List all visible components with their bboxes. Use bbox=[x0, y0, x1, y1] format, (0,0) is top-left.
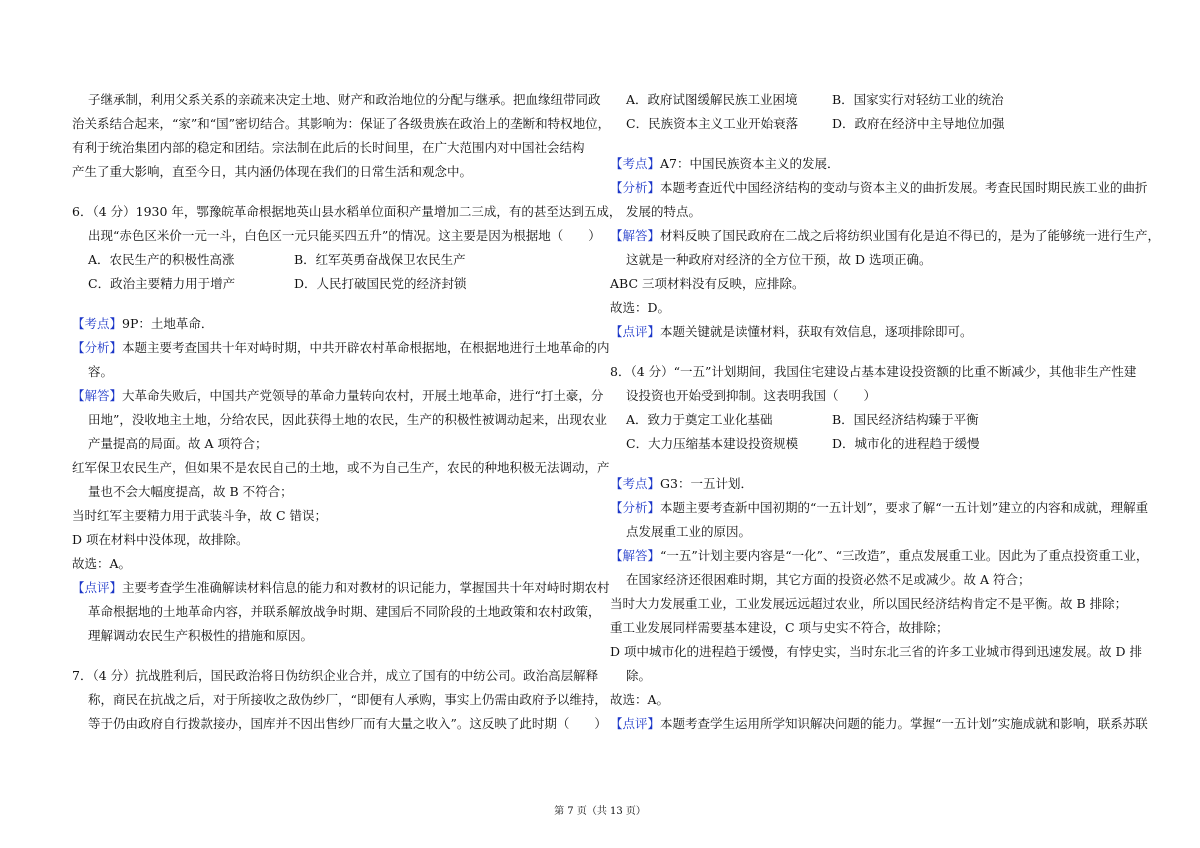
q6-stem-line: 出现“赤色区米价一元一斗，白色区一元只能买四五升”的情况。这主要是因为根据地（ ） bbox=[88, 228, 601, 243]
jieda-tag: 【解答】 bbox=[610, 548, 661, 563]
q7-dianping: 【点评】本题关键就是读懂材料，获取有效信息，逐项排除即可。 bbox=[610, 324, 973, 339]
q7-option-b: B．国家实行对轻纺工业的统治 bbox=[832, 92, 1004, 107]
q8-options-row bbox=[610, 432, 1138, 456]
q6-jieda-line: 田地”，没收地主土地，分给农民，因此获得土地的农民，生产的积极性被调动起来，出现农业 bbox=[88, 412, 607, 427]
q8-stem-line: 设投资也开始受到抑制。这表明我国（ ） bbox=[626, 388, 877, 403]
q8-fenxi-line: 点发展重工业的原因。 bbox=[626, 524, 752, 539]
q6-option-c: C．政治主要精力用于增产 bbox=[88, 276, 236, 291]
intro-line: 子继承制，利用父系关系的亲疏来决定土地、财产和政治地位的分配与继承。把血缘纽带同政 bbox=[88, 92, 601, 107]
q8-options-row bbox=[610, 408, 1138, 432]
q6-dianping-line: 理解调动农民生产积极性的措施和原因。 bbox=[88, 628, 314, 643]
kaodian-tag: 【考点】 bbox=[72, 316, 123, 331]
q6-jieda: 【解答】大革命失败后，中国共产党领导的革命力量转向农村，开展土地革命，进行“打土豪，分 bbox=[72, 388, 604, 403]
q8-option-c: C．大力压缩基本建设投资规模 bbox=[626, 436, 799, 451]
q6-fenxi-line: 容。 bbox=[88, 364, 114, 379]
q8-extra-line: 重工业发展同样需要基本建设，C 项与史实不符合，故排除； bbox=[610, 620, 949, 635]
q7-fenxi: 【分析】本题考查近代中国经济结构的变动与资本主义的曲折发展。考查民国时期民族工业的曲折 bbox=[610, 180, 1148, 195]
q6-option-d: D．人民打破国民党的经济封锁 bbox=[294, 276, 467, 291]
q8-option-d: D．城市化的进程趋于缓慢 bbox=[832, 436, 980, 451]
fenxi-tag: 【分析】 bbox=[610, 500, 661, 515]
intro-line: 有利于统治集团内部的稳定和团结。宗法制在此后的长时间里，在广大范围内对中国社会结构 bbox=[72, 140, 585, 155]
q6-extra-line: 当时红军主要精力用于武装斗争，故 C 错误； bbox=[72, 508, 328, 523]
q7-options-row bbox=[610, 88, 1138, 112]
q7-options-row bbox=[610, 112, 1138, 136]
fenxi-tag: 【分析】 bbox=[72, 340, 123, 355]
page-number: 第 7 页（共 13 页） bbox=[554, 806, 646, 817]
fenxi-tag: 【分析】 bbox=[610, 180, 661, 195]
q8-option-a: A．致力于奠定工业化基础 bbox=[626, 412, 773, 427]
q7-option-a: A．政府试图缓解民族工业困境 bbox=[626, 92, 798, 107]
q6-dianping-line: 革命根据地的土地革命内容，并联系解放战争时期、建国后不同阶段的土地政策和农村政策， bbox=[88, 604, 601, 619]
dianping-tag: 【点评】 bbox=[610, 716, 661, 731]
q6-answer: 故选：A。 bbox=[72, 556, 132, 571]
q8-kaodian: 【考点】G3：一五计划． bbox=[610, 476, 753, 491]
q7-stem-line: 等于仍由政府自行拨款接办，国库并不因出售纱厂而有大量之收入”。这反映了此时期（ ） bbox=[88, 716, 607, 731]
left-column bbox=[72, 88, 622, 736]
q8-jieda-line: 在国家经济还很困难时期，其它方面的投资必然不足或减少。故 A 符合； bbox=[626, 572, 1031, 587]
jieda-tag: 【解答】 bbox=[72, 388, 123, 403]
q8-extra-line: D 项中城市化的进程趋于缓慢，有悖史实，当时东北三省的许多工业城市得到迅速发展。故 D 排 bbox=[610, 644, 1142, 659]
q8-jieda: 【解答】“一五”计划主要内容是“一化”、“三改造”，重点发展重工业。因此为了重点投资重工业， bbox=[610, 548, 1149, 563]
q7-answer: 故选：D。 bbox=[610, 300, 671, 315]
q6-jieda-line: 产量提高的局面。故 A 项符合； bbox=[88, 436, 268, 451]
q7-fenxi-line: 发展的特点。 bbox=[626, 204, 702, 219]
q6-extra-line: 红军保卫农民生产，但如果不是农民自己的土地，或不为自己生产，农民的种地积极无法调动，产 bbox=[72, 460, 610, 475]
q8-extra-line: 除。 bbox=[626, 668, 652, 683]
dianping-tag: 【点评】 bbox=[72, 580, 123, 595]
q7-extra-line: ABC 三项材料没有反映，应排除。 bbox=[610, 276, 805, 291]
kaodian-tag: 【考点】 bbox=[610, 156, 661, 171]
q7-kaodian: 【考点】A7：中国民族资本主义的发展． bbox=[610, 156, 840, 171]
q7-jieda: 【解答】材料反映了国民政府在二战之后将纺织业国有化是迫不得已的，是为了能够统一进行生产， bbox=[610, 228, 1161, 243]
q6-fenxi: 【分析】本题主要考查国共十年对峙时期，中共开辟农村革命根据地，在根据地进行土地革命的内 bbox=[72, 340, 610, 355]
q8-fenxi: 【分析】本题主要考查新中国初期的“一五计划”，要求了解“一五计划”建立的内容和成就，理解重 bbox=[610, 500, 1149, 515]
q8-stem-line: 8．（4 分）“一五”计划期间，我国住宅建设占基本建设投资额的比重不断减少，其他非生产性建 bbox=[610, 364, 1137, 379]
q6-options-row bbox=[72, 248, 592, 272]
q7-option-c: C．民族资本主义工业开始衰落 bbox=[626, 116, 799, 131]
q6-options-row bbox=[72, 272, 592, 296]
q8-option-b: B．国民经济结构臻于平衡 bbox=[832, 412, 979, 427]
q6-kaodian: 【考点】9P：土地革命． bbox=[72, 316, 214, 331]
q7-option-d: D．政府在经济中主导地位加强 bbox=[832, 116, 1005, 131]
q6-dianping: 【点评】主要考查学生准确解读材料信息的能力和对教材的识记能力，掌握国共十年对峙时期农村 bbox=[72, 580, 610, 595]
q6-option-a: A．农民生产的积极性高涨 bbox=[88, 252, 235, 267]
q6-option-b: B．红军英勇奋战保卫农民生产 bbox=[294, 252, 466, 267]
q7-stem-line: 称，商民在抗战之后，对于所接收之敌伪纱厂，“即便有人承购，事实上仍需由政府予以维持， bbox=[88, 692, 607, 707]
q8-answer: 故选：A。 bbox=[610, 692, 670, 707]
dianping-tag: 【点评】 bbox=[610, 324, 661, 339]
jieda-tag: 【解答】 bbox=[610, 228, 661, 243]
q6-stem-line: 6．（4 分）1930 年，鄂豫皖革命根据地英山县水稻单位面积产量增加二三成，有的甚至达到五成， bbox=[72, 204, 622, 219]
q6-extra-line: 量也不会大幅度提高，故 B 不符合； bbox=[88, 484, 293, 499]
q6-extra-line: D 项在材料中没体现，故排除。 bbox=[72, 532, 249, 547]
intro-line: 治关系结合起来，“家”和“国”密切结合。其影响为：保证了各级贵族在政治上的垄断和特权地位， bbox=[72, 116, 611, 131]
kaodian-tag: 【考点】 bbox=[610, 476, 661, 491]
q7-jieda-line: 这就是一种政府对经济的全方位干预，故 D 选项正确。 bbox=[626, 252, 932, 267]
q8-extra-line: 当时大力发展重工业，工业发展远远超过农业，所以国民经济结构肯定不是平衡。故 B 排除； bbox=[610, 596, 1128, 611]
right-column bbox=[610, 88, 1161, 736]
intro-line: 产生了重大影响，直至今日，其内涵仍体现在我们的日常生活和观念中。 bbox=[72, 164, 473, 179]
q8-dianping: 【点评】本题考查学生运用所学知识解决问题的能力。掌握“一五计划”实施成就和影响，联系苏联 bbox=[610, 716, 1148, 731]
q7-stem-line: 7．（4 分）抗战胜利后，国民政治将日伪纺织企业合并，成立了国有的中纺公司。政治高层解释 bbox=[72, 668, 599, 683]
